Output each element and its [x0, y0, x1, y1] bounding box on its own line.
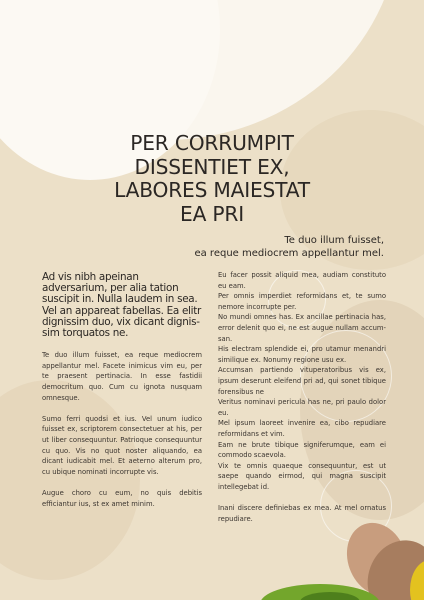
body-paragraph: Mel ipsum laoreet invenire ea, cibo repudiare reformidans et vim. — [218, 419, 386, 438]
body-paragraph: Eam ne brute tibique signiferumque, eam ei commodo scaevola. — [218, 440, 386, 460]
subtitle-line: Te duo illum fuisset, — [284, 235, 384, 246]
body-paragraph: His electram splendide ei, pro utamur menandri similique ex. Nonumy regione usu ex. — [218, 345, 386, 364]
body-paragraph: Per omnis imperdiet reformidans et, te sumo nemore incorrupte per. — [218, 292, 386, 311]
title-line: LABORES MAIESTAT — [114, 178, 310, 202]
lead-paragraph: Vel an appareat fabellas. Ea elitr dignissim duo, vix dicant dignissim torquatos ne. — [42, 304, 201, 340]
body-paragraph: Augue choro cu eum, no quis debitis efficiantur ius, st ex amet minim. — [42, 488, 202, 508]
title-line: DISSENTIET EX, — [134, 154, 290, 179]
subtitle-line: ea reque mediocrem appellantur mel. — [194, 248, 384, 259]
body-paragraph: Inani discere definiebas ex mea. At mel ornatus repudiare. — [218, 504, 386, 523]
paragraph-spacer — [218, 492, 386, 503]
right-column — [218, 270, 386, 524]
body-paragraph: Sumo ferri quodsi et ius. Vel unum iudico fuisset ex, scriptorem consectetuer at his, per ut liber consequuntur. Patrioque consequuntur cu quo. Vis no quot noster aliquando, ea dicant iudicabit mel. Et aeterno alterum pro, cu ubique nominati incorrupte vis. — [42, 414, 202, 476]
body-paragraph: Accumsan partiendo vituperatoribus vis ex, ipsum deserunt eleifend pri ad, qui sonet tibique forensibus ne — [218, 366, 386, 396]
body-paragraph: Eu facer possit aliquid mea, audiam constituto eu eam. — [218, 271, 386, 290]
body-paragraph: Vix te omnis quaeque consequuntur, est ut saepe quando eirmod, qui magna suscipit intellegebat id. — [218, 461, 386, 491]
body-paragraph: Te duo illum fuisset, ea reque mediocrem appellantur mel. Facete inimicus vim eu, per te praesent pertinacia. In esse fastidii democritum quo. Cum cu ignota nusquam omnesque. — [42, 351, 202, 402]
title-line: EA PRI — [180, 201, 244, 226]
left-column — [42, 272, 202, 520]
lead-paragraph: Ad vis nibh apeinan adversarium, per alia tation suscipit in. Nulla laudem in sea. — [42, 271, 198, 306]
page-title — [60, 132, 364, 226]
body-paragraph: No mundi omnes has. Ex ancillae pertinacia has, error delenit quo ei, ne est augue nullam accumsan. — [218, 313, 386, 343]
title-line: PER CORRUMPIT — [130, 131, 294, 155]
body-paragraph: Veritus nominavi pericula has ne, pri paulo dolor eu. — [218, 398, 386, 417]
subtitle — [100, 234, 384, 260]
